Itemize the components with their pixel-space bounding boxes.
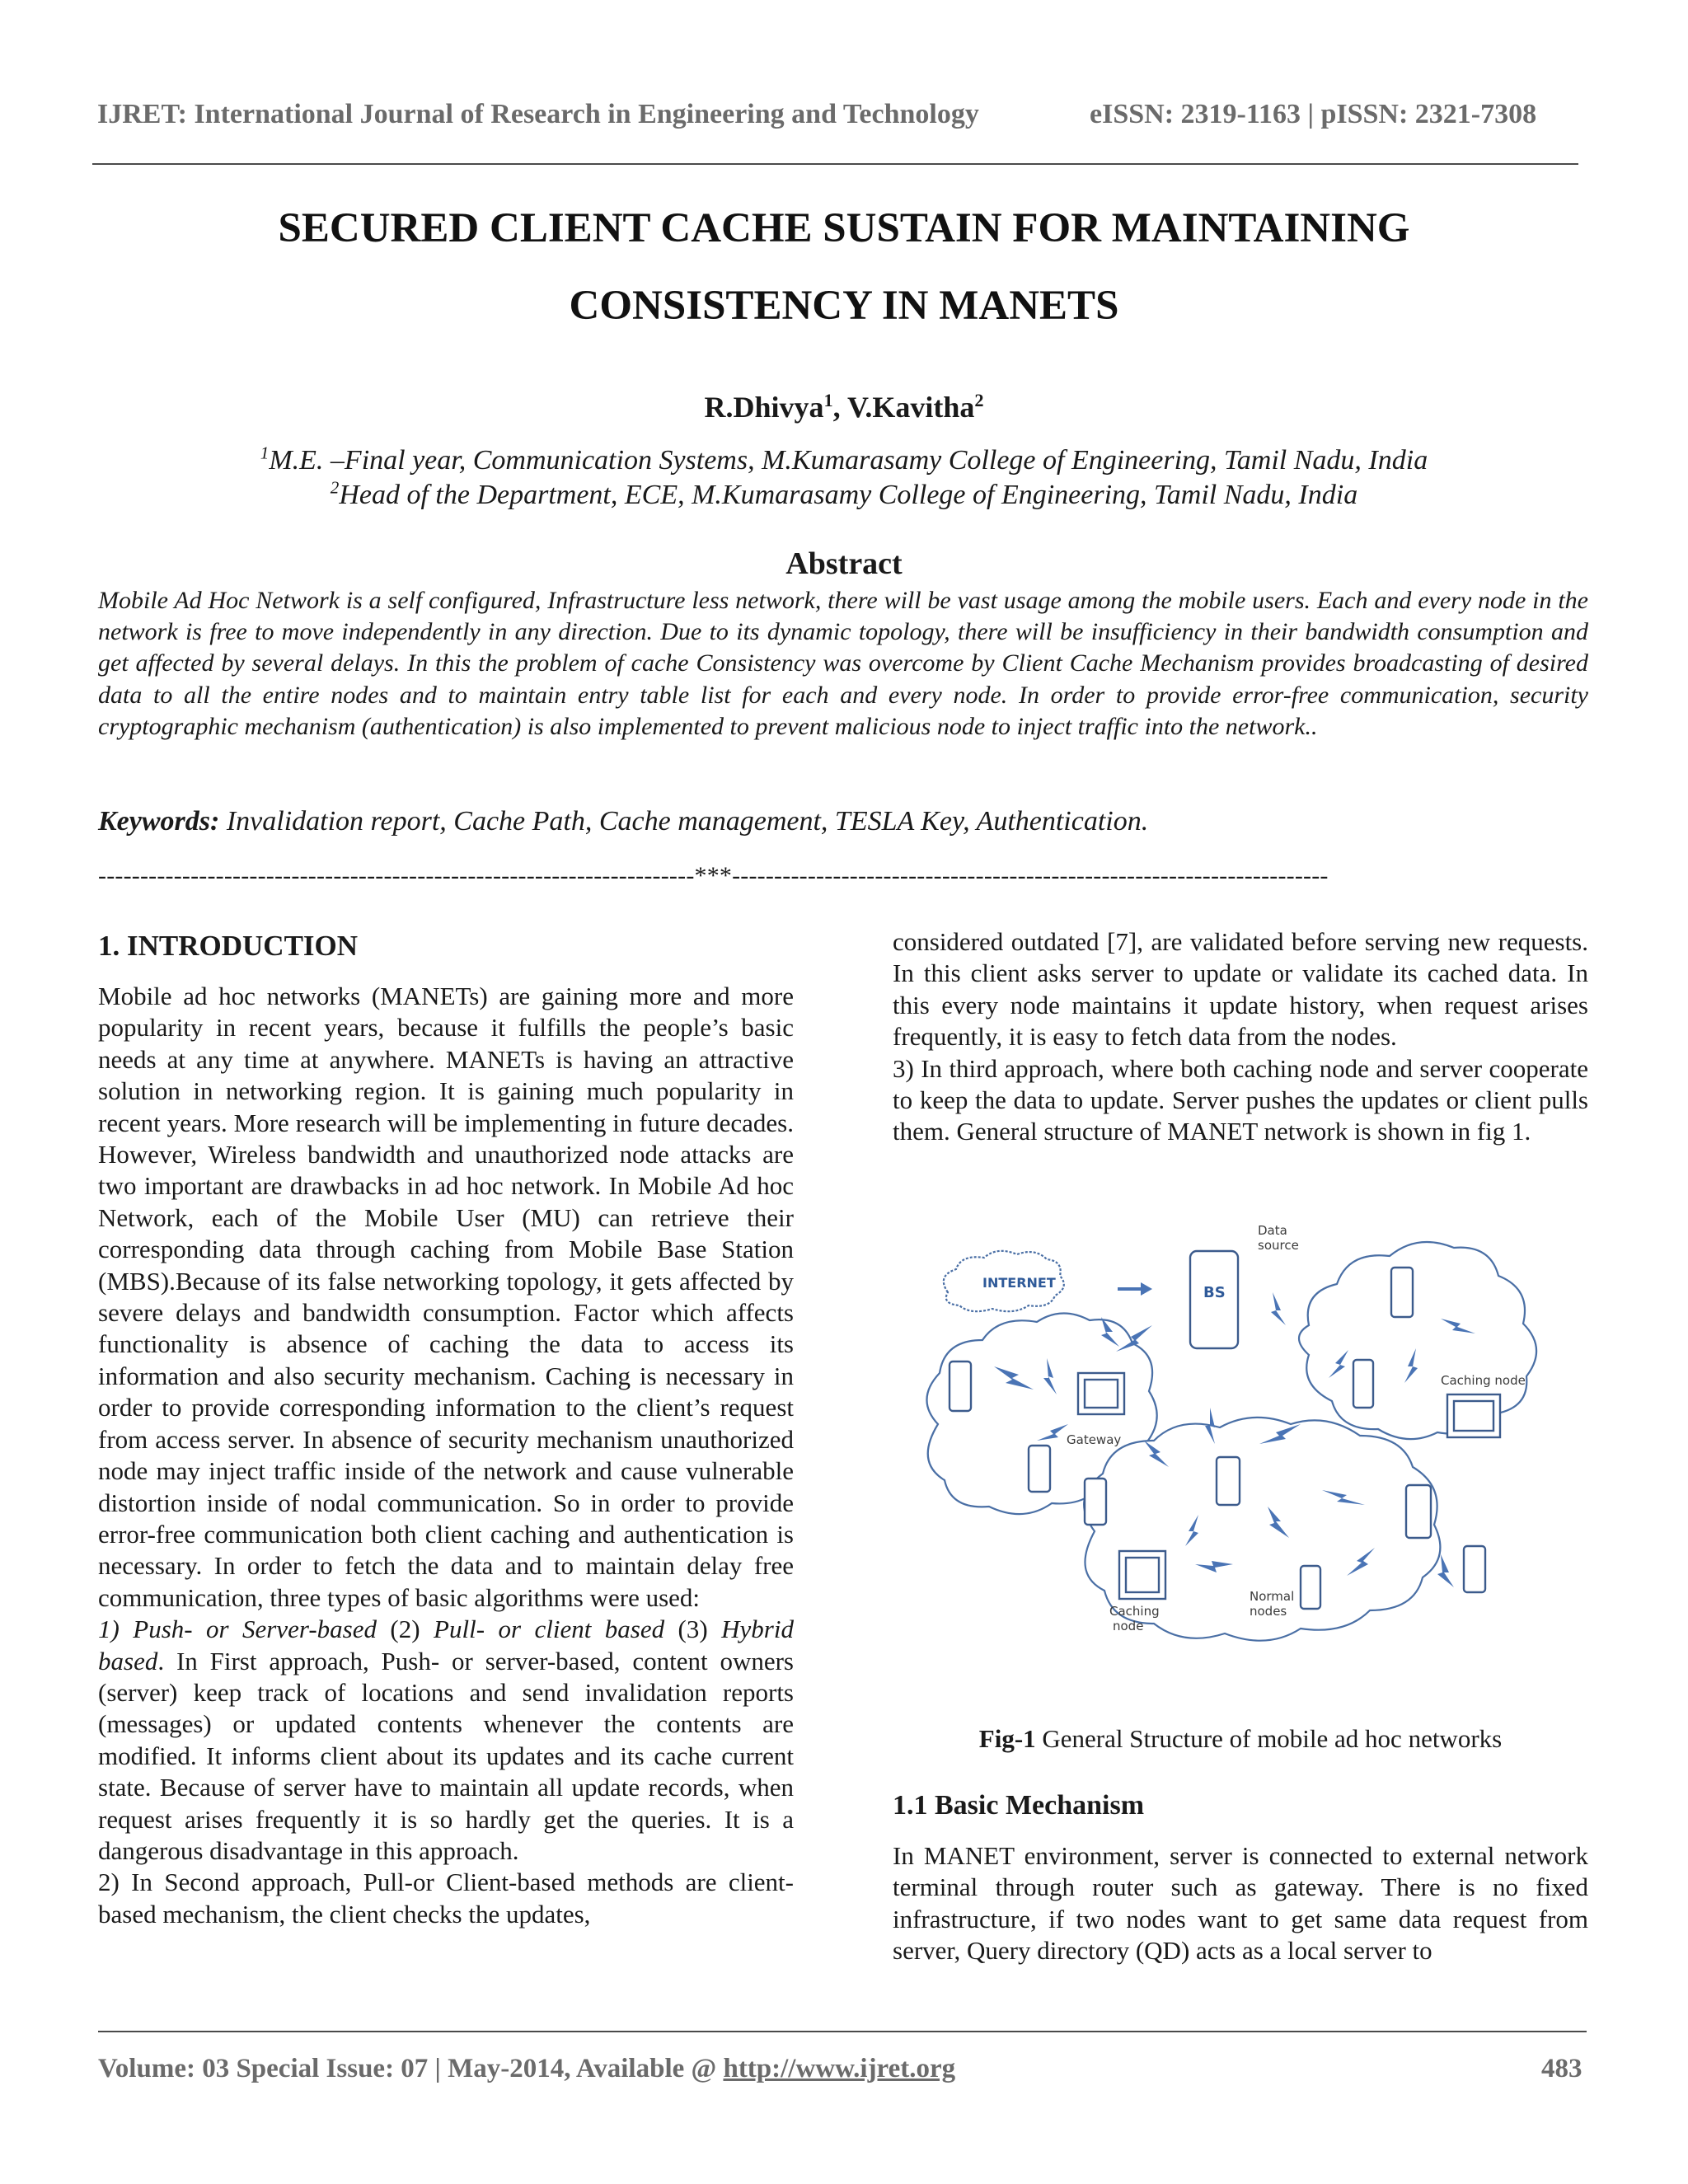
basic-mechanism-paragraph: In MANET environment, server is connected to external network terminal through router such as gateway. There is no fixed infrastructure, if two nodes want to get same data request from server, Query directory (QD) acts as a local server to	[893, 1841, 1588, 1966]
footer-volume-info	[98, 2054, 955, 2084]
paper-title-line-1: SECURED CLIENT CACHE SUSTAIN FOR MAINTAINING	[278, 205, 1410, 251]
affiliation-1	[0, 445, 1688, 476]
abstract-text: Mobile Ad Hoc Network is a self configured, Infrastructure less network, there will be vast usage among the mobile users. Each and every node in the network is free to move independently in any direction. Due to its dynamic topology, there will be insufficiency in their bandwidth consumption and get affected by several delays. In this the problem of cache Consistency was overcome by Client Cache Mechanism provides broadcasting of desired data to all the entire nodes and to maintain entry table list for each and every node. In order to provide error-free communication, security cryptographic mechanism (authentication) is also implemented to prevent malicious node to inject traffic into the network..	[98, 587, 1588, 740]
left-column	[98, 981, 794, 1930]
figure-caption-label: Fig-1	[978, 1724, 1036, 1753]
affiliation-2-sup: 2	[330, 477, 340, 498]
right-paragraph-1: considered outdated [7], are validated before serving new requests. In this client asks server to update or validate its cached data. In this every node maintains it update history, when request arises frequently, it is easy to fetch data from the nodes.	[893, 927, 1588, 1052]
author-list	[0, 390, 1688, 424]
push-based-label: 1) Push- or Server-based	[98, 1615, 377, 1644]
internet-cloud	[944, 1251, 1064, 1311]
intro-paragraph-2-text: . In First approach, Push- or server-based, content owners (server) keep track of locations and send invalidation reports (messages) or updated contents whenever the contents are modified. It informs client about its updates and its cache current state. Because of server have to maintain all update records, when request arises frequently it is so hardly get the queries. It is a dangerous disadvantage in this approach.	[98, 1646, 794, 1865]
hybrid-based-label: Hybrid based	[98, 1615, 794, 1675]
caching-node-label-right: Caching node	[1441, 1373, 1526, 1388]
normal-nodes-label-2: nodes	[1250, 1604, 1287, 1619]
intro-paren-2: (2)	[376, 1615, 434, 1644]
data-source-label-2: source	[1258, 1238, 1299, 1253]
mobile-node-icon	[950, 1361, 971, 1411]
mobile-node-icon	[1464, 1546, 1485, 1592]
pull-based-label: Pull- or client based	[434, 1615, 665, 1644]
intro-paragraph-2	[98, 1614, 794, 1867]
basic-mechanism-text	[893, 1840, 1588, 1967]
intro-paragraph-1: Mobile ad hoc networks (MANETs) are gaining more and more popularity in recent years, because it fulfills the people’s basic needs at any time at anywhere. MANETs is having an attractive solution in networking region. It is gaining much popularity in recent years. More research will be implementing in future decades. However, Wireless bandwidth and unauthorized node attacks are two important are drawbacks in ad hoc network. In Mobile Ad hoc Network, each of the Mobile User (MU) can retrieve their corresponding data through caching from Mobile Base Station (MBS).Because of its false networking topology, it gets affected by severe delays and bandwidth consumption. Factor which affects functionality is absence of caching the data to access its information and also security mechanism. Caching is necessary in order to provide corresponding information to the client’s request from access server. In absence of security mechanism unauthorized node may inject traffic inside of the network and cause vulnerable distortion inside of nodal communication. So in order to provide error-free communication both client caching and authentication is necessary. In order to fetch the data and to maintain delay free communication, three types of basic algorithms were used:	[98, 982, 794, 1612]
author-separator: ,	[832, 391, 847, 424]
mobile-node-icon	[1391, 1268, 1413, 1317]
basic-mechanism-heading: 1.1 Basic Mechanism	[893, 1790, 1145, 1821]
right-column	[893, 926, 1588, 1148]
caching-node-label-bottom-2: node	[1113, 1619, 1144, 1633]
normal-nodes-label-1: Normal	[1250, 1589, 1295, 1604]
author-2-sup: 2	[974, 390, 984, 410]
journal-link[interactable]: http://www.ijret.org	[723, 2054, 956, 2083]
bs-label: BS	[1203, 1284, 1226, 1301]
internet-label: INTERNET	[982, 1275, 1056, 1291]
data-source-label-1: Data	[1258, 1223, 1287, 1238]
mobile-node-icon	[1353, 1360, 1373, 1408]
arrow-icon	[1118, 1282, 1152, 1296]
affiliation-1-sup: 1	[260, 443, 270, 463]
journal-name: IJRET: International Journal of Research in Engineering and Technology	[97, 99, 979, 129]
gateway-label: Gateway	[1067, 1432, 1122, 1447]
affiliation-1-text: M.E. –Final year, Communication Systems, M.Kumarasamy College of Engineering, Tamil Nadu, India	[269, 445, 1428, 476]
mobile-node-icon	[1406, 1485, 1431, 1538]
abstract-heading: Abstract	[785, 546, 903, 581]
figure-caption-text: General Structure of mobile ad hoc networks	[1035, 1724, 1503, 1753]
mobile-node-icon	[1217, 1457, 1240, 1505]
figure-caption	[893, 1724, 1588, 1754]
section-separator: -----------------------------------------------------------------------***-----------------------------------------------------------------------	[98, 862, 1329, 889]
keywords-text: Invalidation report, Cache Path, Cache management, TESLA Key, Authentication.	[219, 806, 1149, 837]
intro-paragraph-3: 2) In Second approach, Pull-or Client-based methods are client-based mechanism, the client checks the updates,	[98, 1868, 794, 1929]
mobile-node-icon	[1085, 1479, 1106, 1525]
issn-info: eISSN: 2319-1163 | pISSN: 2321-7308	[1090, 99, 1537, 129]
header-rule	[92, 163, 1578, 165]
keywords-label: Keywords:	[98, 806, 220, 837]
right-paragraph-2: 3) In third approach, where both caching node and server cooperate to keep the data to update. Server pushes the updates or client pulls them. General structure of MANET network is shown in fig 1.	[893, 1053, 1588, 1146]
keywords	[98, 806, 1588, 837]
affiliation-2	[0, 477, 1688, 511]
intro-paren-3: (3)	[664, 1615, 722, 1644]
caching-node-label-bottom-1: Caching	[1109, 1604, 1160, 1619]
footer-volume-text: Volume: 03 Special Issue: 07 | May-2014, Available @	[98, 2054, 724, 2083]
intro-heading: 1. INTRODUCTION	[98, 930, 359, 962]
author-2: V.Kavitha	[847, 391, 975, 424]
mobile-node-icon	[1029, 1446, 1050, 1492]
affiliation-2-text: Head of the Department, ECE, M.Kumarasamy College of Engineering, Tamil Nadu, India	[339, 480, 1358, 510]
author-1-sup: 1	[823, 390, 833, 410]
author-1: R.Dhivya	[704, 391, 824, 424]
paper-title-line-2: CONSISTENCY IN MANETS	[569, 283, 1119, 329]
mobile-node-icon	[1301, 1566, 1320, 1609]
footer-rule	[98, 2031, 1587, 2032]
page-number: 483	[1541, 2054, 1582, 2083]
manet-structure-figure	[913, 1218, 1540, 1680]
